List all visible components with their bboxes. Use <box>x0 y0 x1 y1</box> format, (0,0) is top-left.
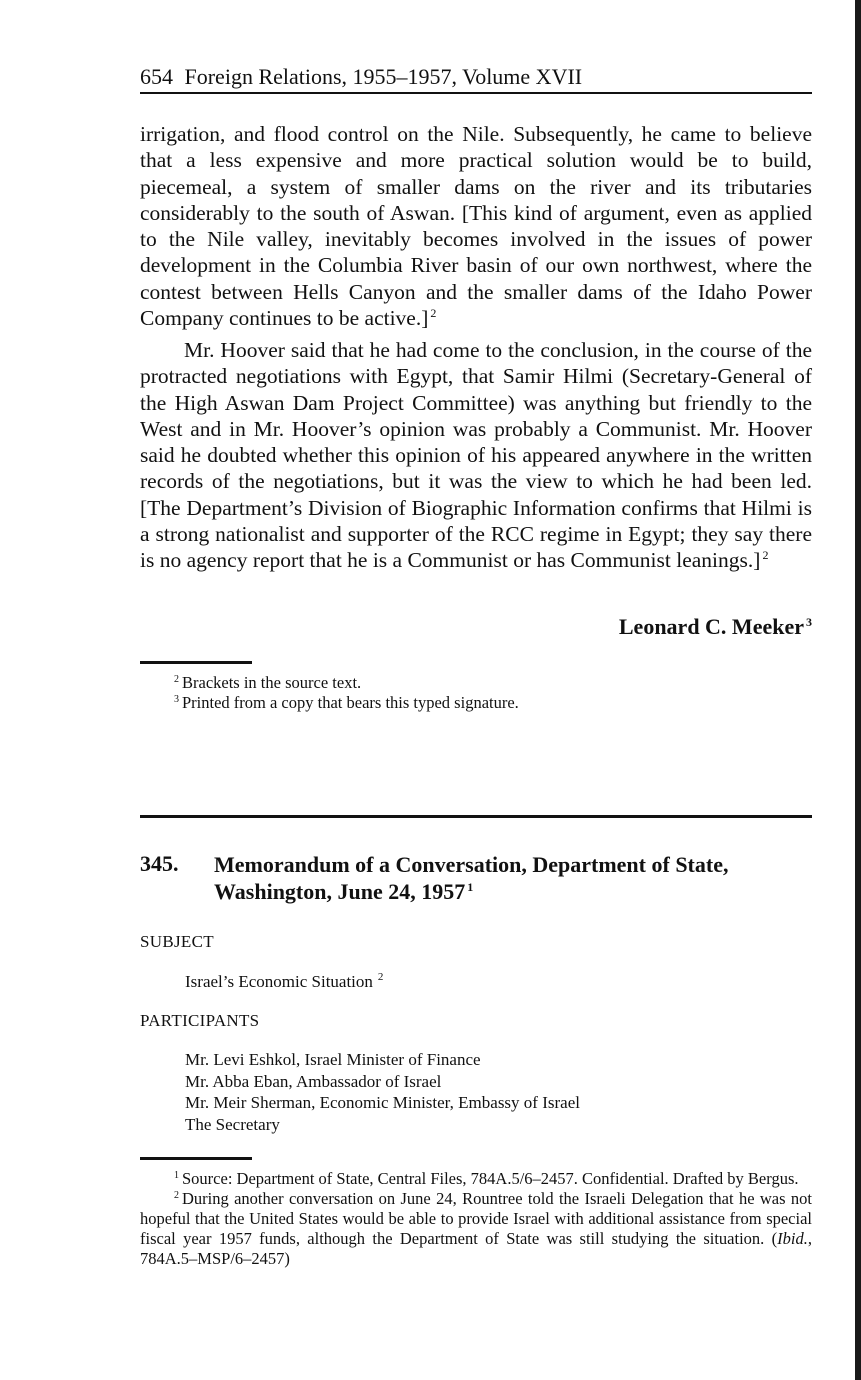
running-title: Foreign Relations, 1955–1957, Volume XVII <box>184 64 583 89</box>
footnotes-bottom <box>140 1169 812 1269</box>
footnote-ref: 2 <box>762 548 769 563</box>
subject-text: Israel’s Economic Situation $^2$ <box>185 971 384 991</box>
footnote-ref: 2 <box>377 971 384 984</box>
continuation-paragraph-1: irrigation, and flood control on the Nile. Subsequently, he came to believe that a less expensive and more practical solution would be to build, piecemeal, a system of smaller dams on the river and its tributaries considerably to the south of Aswan. [This kind of argument, even as applied to the Nile valley, inevitably becomes involved in the issues of power development in the Columbia River basin of our own northwest, where the contest between Hells Canyon and the smaller dams of the Idaho Power Company continues to be active.] $^2$ <box>140 122 812 331</box>
footnote-ref: 2 <box>430 305 437 320</box>
page-number: 654 <box>140 64 173 89</box>
page-edge-shadow <box>855 0 861 1380</box>
participant: Mr. Levi Eshkol, Israel Minister of Finance <box>185 1050 481 1069</box>
document-number: 345. <box>140 851 179 876</box>
footnote-ref: 3 <box>806 614 812 629</box>
footnote: $^2$ Brackets in the source text. <box>174 673 362 692</box>
footnote-rule <box>140 1157 252 1160</box>
signature: Leonard C. Meeker $^3$ <box>618 614 812 639</box>
running-header <box>140 64 812 90</box>
footnote: $^2$ During another conversation on June 24, Rountree told the Israeli Delegation that he was not hopeful that the United States would be able to provide Israel with additional assistance from special fiscal year 1957 funds, although the Department of State was still studying the situation. (Ibid., 784A.5–MSP/6–2457) <box>140 1189 812 1268</box>
participants-list <box>185 1049 580 1135</box>
participant: Mr. Meir Sherman, Economic Minister, Embassy of Israel <box>185 1093 580 1112</box>
footnote-ref: 1 <box>467 879 474 894</box>
footnote: $^3$ Printed from a copy that bears this typed signature. <box>174 693 519 712</box>
footnote-rule <box>140 661 252 664</box>
footnotes-top <box>140 673 812 713</box>
footnote: $^1$ Source: Department of State, Central Files, 784A.5/6–2457. Confidential. Drafted by Bergus. <box>174 1169 799 1188</box>
subject-label: SUBJECT <box>140 932 214 951</box>
document-separator-rule <box>140 815 812 818</box>
participant: The Secretary <box>185 1114 280 1134</box>
continuation-paragraph-2: Mr. Hoover said that he had come to the conclusion, in the course of the protracted negotiations with Egypt, that Samir Hilmi (Secretary-General of the High Aswan Dam Project Committee) was anything but friendly to the West and in Mr. Hoover’s opinion was probably a Communist. Mr. Hoover said he doubted whether this opinion of his appeared anywhere in the written records of the negotiations, but it was the view to which he had been led. [The Department’s Division of Biographic Information confirms that Hilmi is a strong nationalist and supporter of the RCC regime in Egypt; they say there is no agency report that he is a Communist or has Communist leanings.] $^2$ <box>140 338 812 573</box>
participants-label: PARTICIPANTS <box>140 1011 260 1030</box>
participant: Mr. Abba Eban, Ambassador of Israel <box>185 1071 442 1091</box>
header-rule <box>140 92 812 94</box>
document-title: Memorandum of a Conversation, Department of State, Washington, June 24, 1957 $^1$ <box>214 852 729 904</box>
